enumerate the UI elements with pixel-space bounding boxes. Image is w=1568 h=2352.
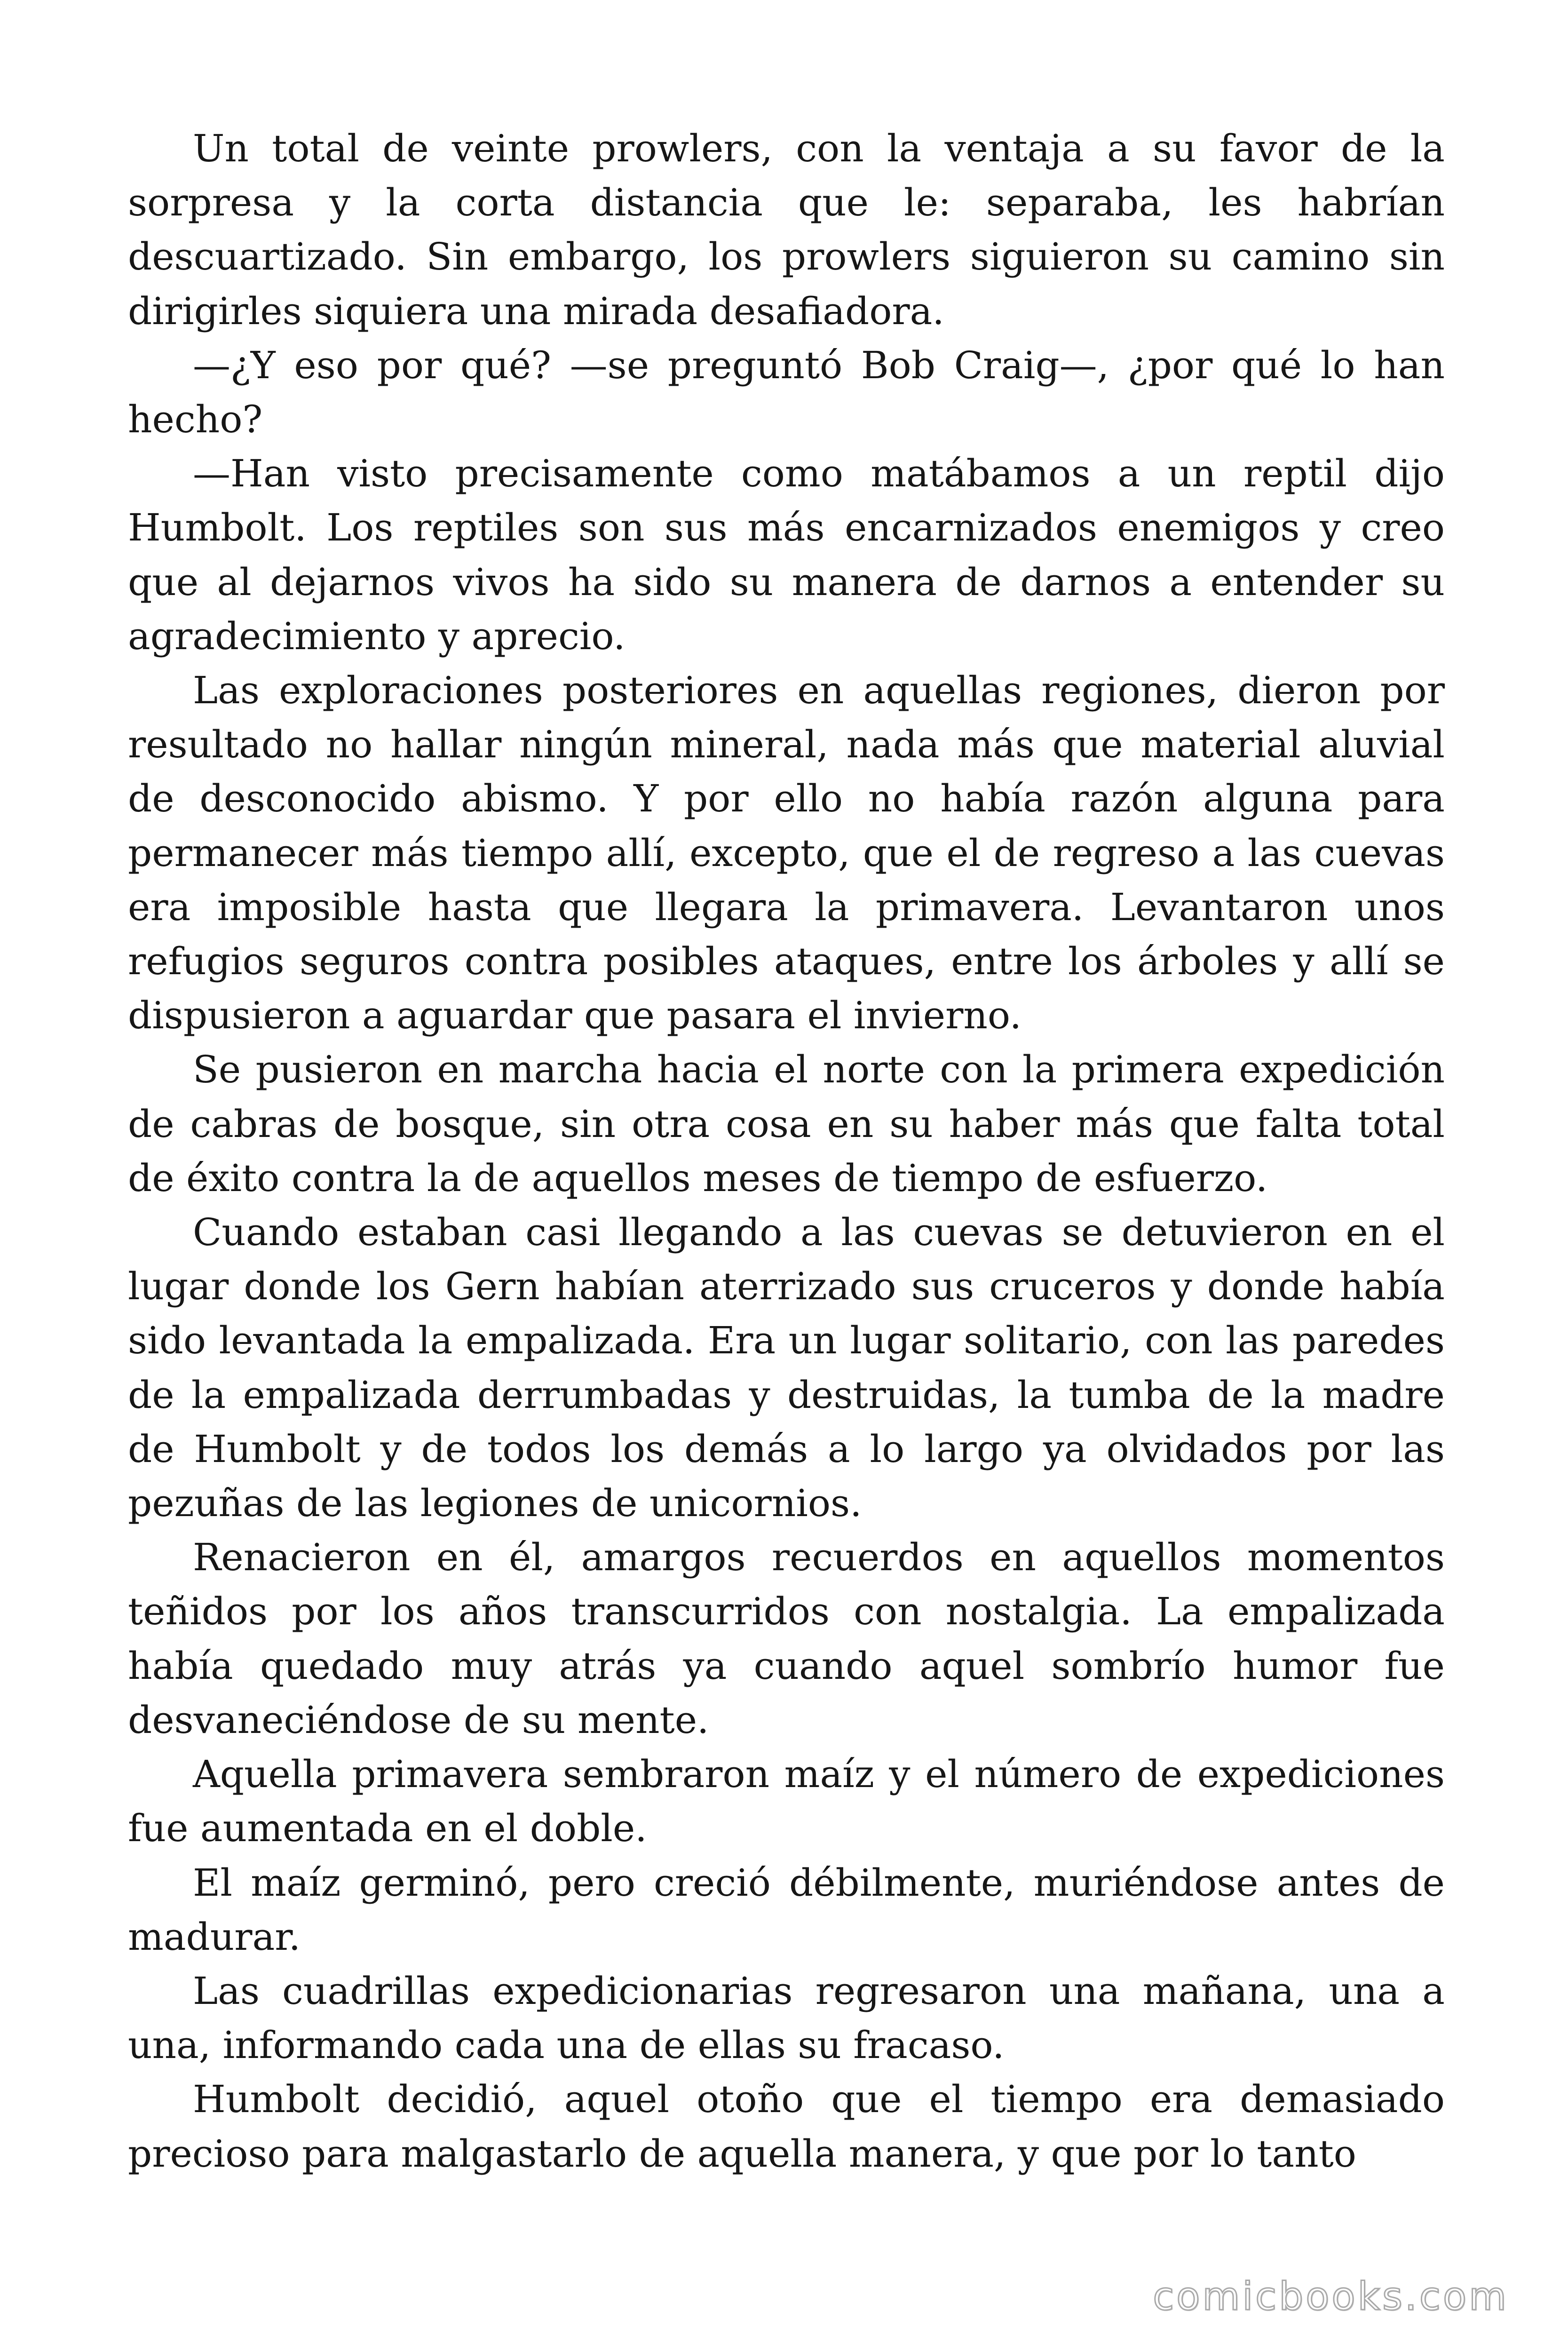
paragraph-7: Renacieron en él, amargos recuerdos en aquellos momentos teñidos por los años transcurridos con nostalgia. La empalizada había quedado muy atrás ya cuando aquel sombrío humor fue desvaneciéndose de su mente. (128, 1535, 1445, 1742)
paragraph-6: Cuando estaban casi llegando a las cuevas se detuvieron en el lugar donde los Gern habían aterrizado sus cruceros y donde había sido levantada la empalizada. Era un lugar solitario, con las paredes de la empalizada derrumbadas y destruidas, la tumba de la madre de Humbolt y de todos los demás a lo largo ya olvidados por las pezuñas de las legiones de unicornios. (128, 1210, 1445, 1526)
book-page-text (128, 121, 1445, 2181)
paragraph-10: Las cuadrillas expedicionarias regresaron una mañana, una a una, informando cada una de ellas su fracaso. (128, 1969, 1445, 2067)
paragraph-9: El maíz germinó, pero creció débilmente, muriéndose antes de madurar. (128, 1860, 1445, 1959)
paragraph-2: —¿Y eso por qué? —se preguntó Bob Craig—, ¿por qué lo han hecho? (128, 343, 1445, 442)
paragraph-3: —Han visto precisamente como matábamos a un reptil dijo Humbolt. Los reptiles son sus más encarnizados enemigos y creo que al dejarnos vivos ha sido su manera de darnos a entender su agradecimiento y aprecio. (128, 452, 1445, 658)
paragraph-8: Aquella primavera sembraron maíz y el número de expediciones fue aumentada en el doble. (128, 1752, 1445, 1851)
paragraph-1: Un total de veinte prowlers, con la ventaja a su favor de la sorpresa y la corta distancia que le: separaba, les habrían descuartizado. Sin embargo, los prowlers siguieron su camino sin dirigirles siquiera una mirada desafiadora. (128, 127, 1445, 333)
watermark: comicbooks.com (1153, 2274, 1509, 2319)
paragraph-11: Humbolt decidió, aquel otoño que el tiempo era demasiado precioso para malgastarlo de aquella manera, y que por lo tanto (128, 2077, 1445, 2176)
paragraph-4: Las exploraciones posteriores en aquellas regiones, dieron por resultado no hallar ningún mineral, nada más que material aluvial de desconocido abismo. Y por ello no había razón alguna para permanecer más tiempo allí, excepto, que el de regreso a las cuevas era imposible hasta que llegara la primavera. Levantaron unos refugios seguros contra posibles ataques, entre los árboles y allí se dispusieron a aguardar que pasara el invierno. (128, 668, 1445, 1038)
paragraph-5: Se pusieron en marcha hacia el norte con la primera expedición de cabras de bosque, sin otra cosa en su haber más que falta total de éxito contra la de aquellos meses de tiempo de esfuerzo. (128, 1048, 1445, 1200)
